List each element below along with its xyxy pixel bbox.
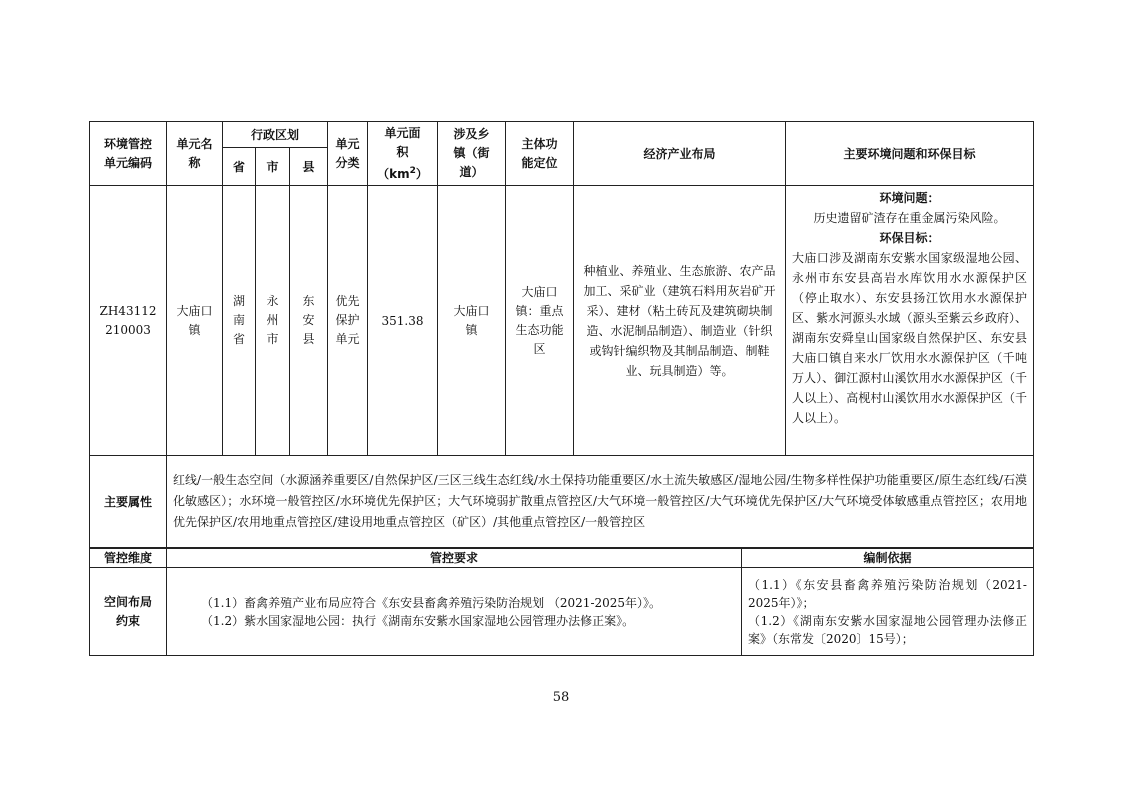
- header-industry: 经济产业布局: [574, 122, 786, 186]
- control-header-dimension: 管控维度: [90, 549, 167, 568]
- cell-function: 大庙口镇：重点生态功能区: [506, 186, 574, 456]
- targets-title: 环保目标：: [879, 231, 940, 245]
- requirement-2: （1.2）紫水国家湿地公园：执行《湖南东安紫水国家湿地公园管理办法修正案》。: [201, 613, 635, 628]
- cell-industry: 种植业、养殖业、生态旅游、农产品加工、采矿业（建筑石料用灰岩矿开采）、建材（粘土砖瓦及建筑砌块制造、水泥制品制造）、制造业（针织或钩针编织物及其制品制造、制鞋业、玩具制造）等。: [574, 186, 786, 456]
- header-issues: 主要环境问题和环保目标: [786, 122, 1034, 186]
- unit-table: [89, 121, 1034, 548]
- header-area: 单元面积 $(km^2)$: [368, 122, 438, 186]
- header-towns: 涉及乡镇（街道）: [438, 122, 506, 186]
- control-basis: [742, 568, 1034, 656]
- header-code: 环境管控单元编码: [90, 122, 167, 186]
- cell-code: ZH43112210003: [90, 186, 167, 456]
- control-requirements: [167, 568, 742, 656]
- targets-text: 大庙口涉及湖南东安紫水国家级湿地公园、永州市东安县高岩水库饮用水水源保护区（停止取水）、东安县扬江饮用水水源保护区、紫水河源头水域（源头至紫云乡政府）、湖南东安舜皇山国家级自然保护区、东安县大庙口镇自来水厂饮用水水源保护区（千吨万人）、御江源村山溪饮用水水源保护区（千人以上）、高枧村山溪饮用水水源保护区（千人以上）。: [792, 251, 1028, 425]
- cell-prov: 湖南省: [223, 186, 256, 456]
- header-county: 县: [290, 148, 328, 186]
- control-header-requirement: 管控要求: [167, 549, 742, 568]
- control-row: [90, 568, 1034, 656]
- basis-2: （1.2）《湖南东安紫水国家湿地公园管理办法修正案》（东常发〔2020〕15号）；: [748, 613, 1027, 646]
- basis-1: （1.1）《东安县畜禽养殖污染防治规划（2021-2025年）》；: [748, 577, 1027, 610]
- cell-category: 优先保护单元: [328, 186, 368, 456]
- requirement-1: （1.1）畜禽养殖产业布局应符合《东安县畜禽养殖污染防治规划 （2021-2025年）》。: [201, 595, 662, 610]
- header-function: 主体功能定位: [506, 122, 574, 186]
- attributes-label: 主要属性: [90, 456, 167, 548]
- control-header-basis: 编制依据: [742, 549, 1034, 568]
- issues-text: 历史遗留矿渣存在重金属污染风险。: [813, 211, 1006, 225]
- header-admin: 行政区划: [223, 122, 328, 148]
- attributes-text: 红线/一般生态空间（水源涵养重要区/自然保护区/三区三线生态红线/水土保持功能重要区/水土流失敏感区/湿地公园/生物多样性保护功能重要区/原生态红线/石漠化敏感区）；水环境一般管控区/水环境优先保护区；大气环境弱扩散重点管控区/大气环境一般管控区/大气环境优先保护区/大气环境受体敏感重点管控区；农用地优先保护区/农用地重点管控区/建设用地重点管控区（矿区）/其他重点管控区/一般管控区: [167, 456, 1034, 548]
- header-category: 单元分类: [328, 122, 368, 186]
- cell-name: 大庙口镇: [167, 186, 223, 456]
- attributes-row: [90, 456, 1034, 548]
- header-row-1: [90, 122, 1034, 148]
- cell-towns: 大庙口镇: [438, 186, 506, 456]
- control-header-row: [90, 549, 1034, 568]
- cell-area: 351.38: [368, 186, 438, 456]
- cell-issues: [786, 186, 1034, 456]
- header-prov: 省: [223, 148, 256, 186]
- cell-county: 东安县: [290, 186, 328, 456]
- page-number: 58: [552, 690, 570, 705]
- header-name: 单元名称: [167, 122, 223, 186]
- header-city: 市: [256, 148, 290, 186]
- control-dimension: 空间布局约束: [90, 568, 167, 656]
- unit-row: [90, 186, 1034, 456]
- issues-title: 环境问题：: [879, 191, 940, 205]
- control-table: [89, 548, 1034, 656]
- cell-city: 永州市: [256, 186, 290, 456]
